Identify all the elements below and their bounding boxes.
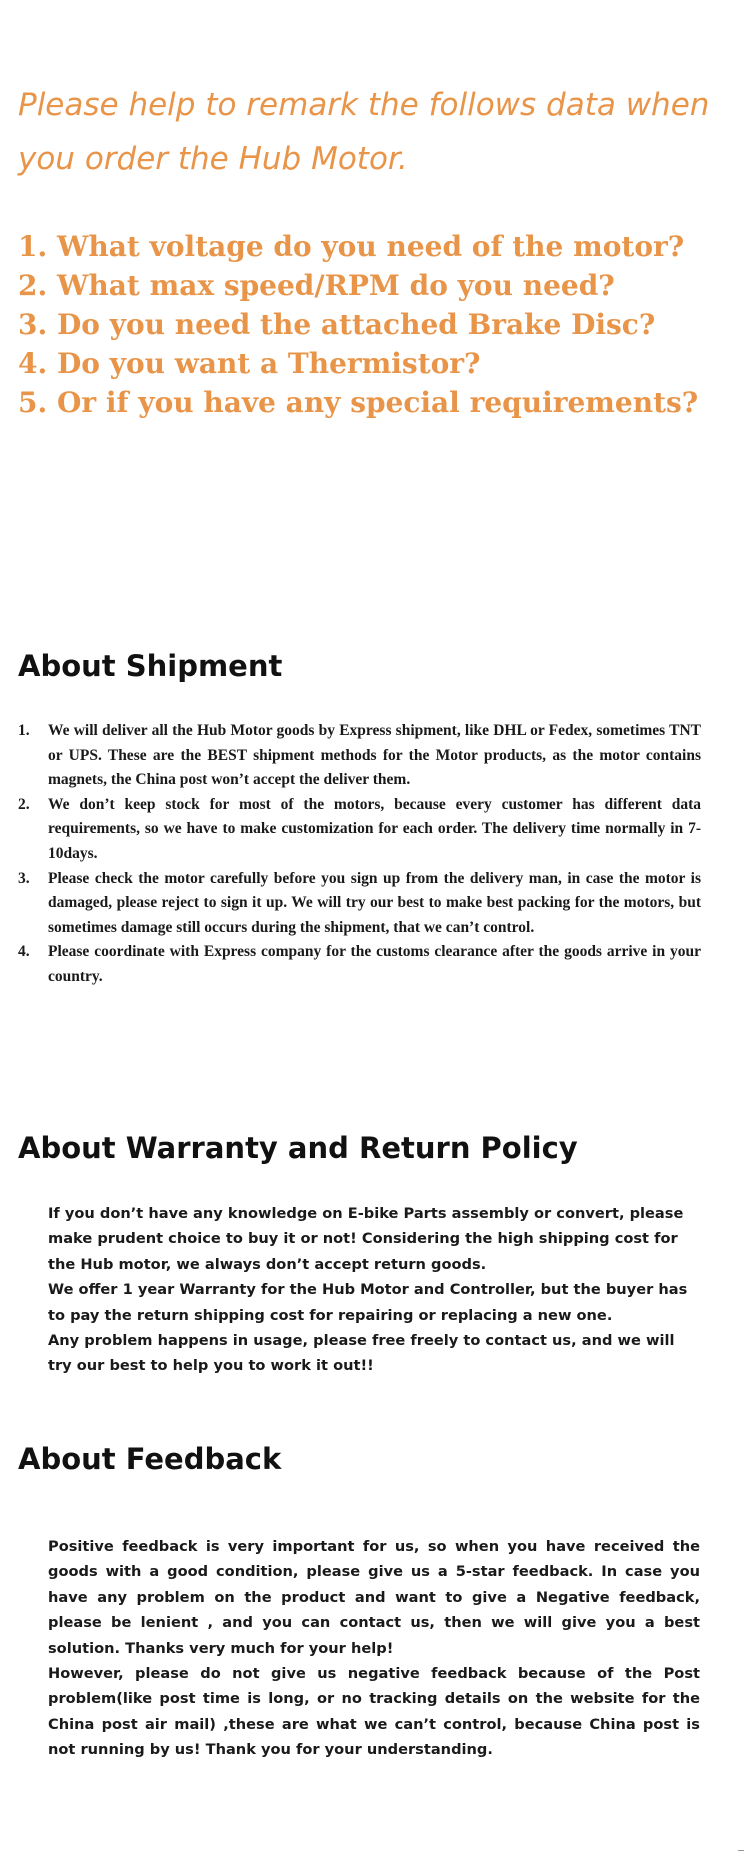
warranty-title: About Warranty and Return Policy (18, 1131, 578, 1165)
warranty-paragraph: Any problem happens in usage, please free freely to contact us, and we will try our best to help you to work it out!! (48, 1332, 675, 1375)
feedback-paragraph: Positive feedback is very important for us, so when you have received the goods with a good condition, please give us a 5-star feedback. In case you have any problem on the product and want to give a Negative feedback, please be lenient , and you can contact us, then we will give you a best solution. Thanks very much for your help! (48, 1538, 700, 1657)
shipment-item-number: 4. (18, 943, 30, 961)
shipment-item-number: 2. (18, 795, 30, 813)
feedback-title: About Feedback (18, 1442, 282, 1476)
shipment-item-number: 3. (18, 869, 30, 887)
shipment-title: About Shipment (18, 649, 283, 683)
feedback-paragraph: However, please do not give us negative feedback because of the Post problem(like post time is long, or no tracking details on the website for the China post air mail) ,these are what we can’t control, because China post is not running by us! Thank you for your understanding. (48, 1665, 700, 1759)
order-question-list (18, 227, 698, 422)
shipment-item (18, 867, 701, 941)
shipment-item (18, 940, 701, 989)
warranty-paragraph: If you don’t have any knowledge on E-bike Parts assembly or convert, please make prudent choice to buy it or not! Considering the high shipping cost for the Hub motor, we always don’t accept return goods. (48, 1205, 684, 1273)
shipment-item (18, 793, 701, 867)
corner-divider (738, 1850, 744, 1851)
order-remark-heading: Please help to remark the follows data when you order the Hub Motor. (18, 87, 710, 177)
shipment-list (18, 719, 701, 990)
warranty-text (48, 1201, 700, 1379)
question-voltage: 1. What voltage do you need of the motor? (18, 230, 685, 263)
shipment-item-text: Please coordinate with Express company for the customs clearance after the goods arrive in your country. (48, 943, 701, 985)
feedback-text (48, 1534, 700, 1763)
question-special-requirements: 5. Or if you have any special requirements? (18, 386, 699, 419)
shipment-item (18, 719, 701, 793)
question-speed: 2. What max speed/RPM do you need? (18, 269, 615, 302)
question-brake-disc: 3. Do you need the attached Brake Disc? (18, 308, 656, 341)
shipment-item-text: We don’t keep stock for most of the motors, because every customer has different data requirements, so we have to make customization for each order. The delivery time normally in 7-10days. (48, 795, 701, 862)
shipment-item-number: 1. (18, 722, 30, 739)
question-thermistor: 4. Do you want a Thermistor? (18, 347, 481, 380)
shipment-item-text: Please check the motor carefully before you sign up from the delivery man, in case the motor is damaged, please reject to sign it up. We will try our best to make best packing for the motors, but sometimes damage still occurs during the shipment, that we can’t control. (48, 869, 701, 936)
warranty-paragraph: We offer 1 year Warranty for the Hub Motor and Controller, but the buyer has to pay the return shipping cost for repairing or replacing a new one. (48, 1281, 688, 1324)
shipment-item-text: We will deliver all the Hub Motor goods by Express shipment, like DHL or Fedex, sometimes TNT or UPS. These are the BEST shipment methods for the Motor products, as the motor contains magnets, the China post won’t accept the deliver them. (48, 722, 701, 789)
